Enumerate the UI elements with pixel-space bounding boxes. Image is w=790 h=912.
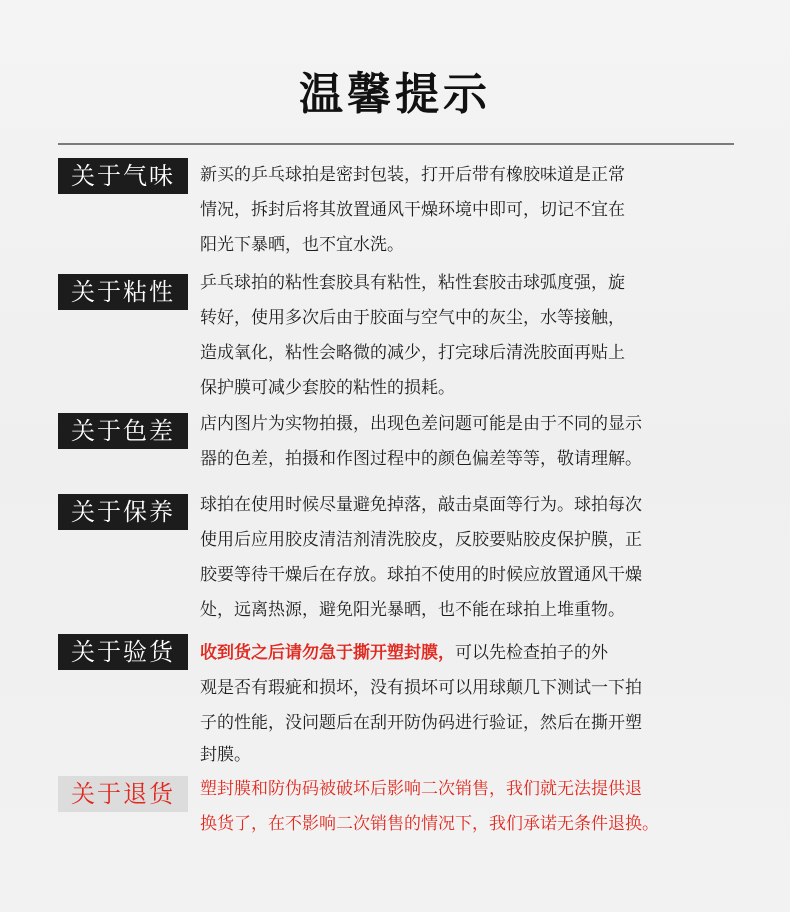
- text-line: 乒乓球拍的粘性套胶具有粘性，粘性套胶击球弧度强，旋: [200, 273, 625, 293]
- text-line-rest: 可以先检查拍子的外: [455, 643, 608, 663]
- text-line: 胶要等待干燥后在存放。球拍不使用的时候应放置通风干燥: [200, 565, 642, 585]
- text-line: 球拍在使用时候尽量避免掉落，敲击桌面等行为。球拍每次: [200, 495, 642, 515]
- warning-highlight: 收到货之后请勿急于撕开塑封膜，: [200, 643, 455, 663]
- section-text: [200, 266, 745, 406]
- text-line: 保护膜可减少套胶的粘性的损耗。: [200, 378, 455, 398]
- text-line: 店内图片为实物拍摄，出现色差问题可能是由于不同的显示: [200, 414, 642, 434]
- text-line: [200, 636, 745, 671]
- text-line: 新买的乒乓球拍是密封包装，打开后带有橡胶味道是正常: [200, 165, 625, 185]
- text-line: 转好，使用多次后由于胶面与空气中的灰尘，水等接触，: [200, 308, 625, 328]
- text-line: 封膜。: [200, 745, 251, 765]
- text-line: 观是否有瑕疵和损坏，没有损坏可以用球颠几下测试一下拍: [200, 678, 642, 698]
- section-text: [200, 772, 745, 842]
- section-label: 关于气味: [58, 158, 188, 194]
- section-label: 关于粘性: [58, 274, 188, 310]
- text-line: 情况，拆封后将其放置通风干燥环境中即可，切记不宜在: [200, 200, 625, 220]
- text-line: 子的性能，没问题后在刮开防伪码进行验证，然后在撕开塑: [200, 713, 642, 733]
- section-label: 关于退货: [58, 776, 188, 812]
- section-text: [200, 636, 745, 769]
- section-text: [200, 488, 745, 628]
- text-line: 器的色差，拍摄和作图过程中的颜色偏差等等，敬请理解。: [200, 449, 642, 469]
- title-divider: [58, 143, 734, 145]
- text-line: 处，远离热源，避免阳光暴晒，也不能在球拍上堆重物。: [200, 600, 625, 620]
- text-line: 阳光下暴晒，也不宜水洗。: [200, 235, 404, 255]
- text-line: 塑封膜和防伪码被破坏后影响二次销售，我们就无法提供退: [200, 779, 642, 799]
- text-line: 换货了，在不影响二次销售的情况下，我们承诺无条件退换。: [200, 814, 659, 834]
- text-line: 造成氧化，粘性会略微的减少，打完球后清洗胶面再贴上: [200, 343, 625, 363]
- section-label: 关于验货: [58, 634, 188, 670]
- page-title: 温馨提示: [299, 69, 491, 120]
- section-text: [200, 158, 745, 263]
- text-line: 使用后应用胶皮清洁剂清洗胶皮，反胶要贴胶皮保护膜，正: [200, 530, 642, 550]
- section-label: 关于色差: [58, 413, 188, 449]
- section-text: [200, 407, 745, 477]
- section-label: 关于保养: [58, 494, 188, 530]
